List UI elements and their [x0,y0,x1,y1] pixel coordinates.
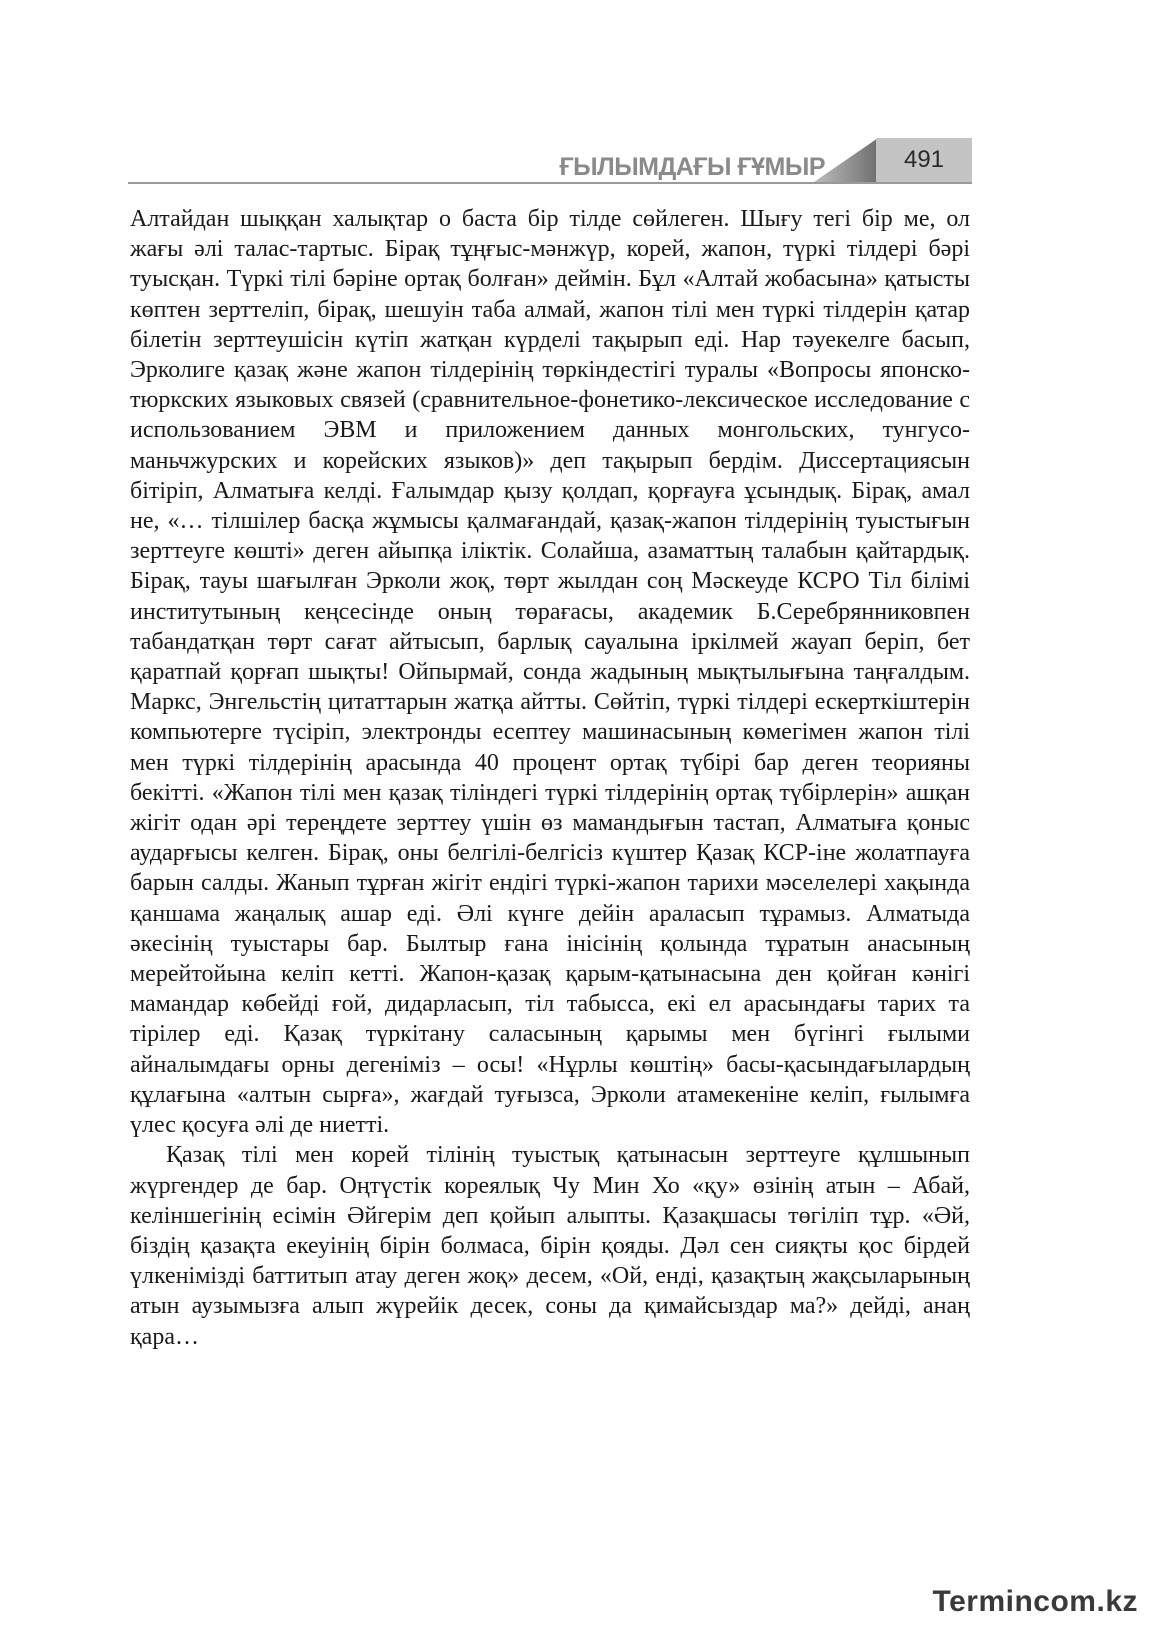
paragraph-2: Қазақ тілі мен корей тілінің туыстық қатынасын зерттеуге құлшынып жүргендер де бар. Оңтүстік кореялық Чу Мин Хо «қу» өзінің атын – Абай, келіншегінің есімін Әйгерім деп қойып алыпты. Қазақшасы төгіліп тұр. «Әй, біздің қазақта екеуінің бірін болмаса, бірін қояды. Дәл сен сияқты қос бірдей үлкенімізді баттитып атау деген жоқ» десем, «Ой, енді, қазақтың жақсыларының атын аузымызға алып жүрейік десек, соны да қимайсыздар ма?» дейді, анаң қара… [130,1142,970,1350]
running-header [128,138,972,186]
body-text [130,204,970,1352]
page-number: 491 [903,146,945,173]
header-divider [128,182,972,184]
header-wedge-decoration [814,138,878,182]
section-title: ҒЫЛЫМДАҒЫ ҒҰМЫР [559,153,825,181]
watermark-logo: Termincom.kz [932,1585,1138,1618]
paragraph-1: Алтайдан шыққан халықтар о баста бір тілде сөйлеген. Шығу тегі бір ме, ол жағы әлі талас-тартыс. Бірақ тұңғыс-мәнжүр, корей, жапон, түркі тілдері бәрі туысқан. Түркі тілі бәріне ортақ болған» деймін. Бұл «Алтай жобасына» қатысты көптен зерттеліп, бірақ, шешуін таба алмай, жапон тілі мен түркі тілдерін қатар білетін зерттеушісін күтіп жатқан күрделі тақырып еді. Нар тәуекелге басып, Эрколиге қазақ және жапон тілдерінің төркіндестігі туралы «Вопросы японско-тюркских языковых связей (сравнительное-фонетико-лексическое исследование с использованием ЭВМ и приложением данных монгольских, тунгусо-маньчжурских и корейских языков)» деп тақырып бердім. Диссертациясын бітіріп, Алматыға келді. Ғалымдар қызу қолдап, қорғауға ұсындық. Бірақ, амал не, «… тілшілер басқа жұмысы қалмағандай, қазақ-жапон тілдерінің туыстығын зерттеуге көшті» деген айыпқа іліктік. Солайша, азаматтың талабын қайтардық. Бірақ, тауы шағылған Эрколи жоқ, төрт жылдан соң Мәскеуде КСРО Тіл білімі институтының кеңсесінде оның төрағасы, академик Б.Серебрянниковпен табандатқан төрт сағат айтысып, барлық сауалына іркілмей жауап беріп, бет қаратпай қорғап шықты! Ойпырмай, сонда жадының мықтылығына таңғалдым. Маркс, Энгельстің цитаттарын жатқа айтты. Сөйтіп, түркі тілдері ескерткіштерін компьютерге түсіріп, электронды есептеу машинасының көмегімен жапон тілі мен түркі тілдерінің арасында 40 процент ортақ түбірі бар деген теорияны бекітті. «Жапон тілі мен қазақ тіліндегі түркі тілдерінің ортақ түбірлерін» ашқан жігіт одан әрі тереңдете зерттеу үшін өз мамандығын тастап, Алматыға қоныс аударғысы келген. Бірақ, оны белгілі-белгісіз күштер Қазақ КСР-іне жолатпауға барын салды. Жанып тұрған жігіт ендігі түркі-жапон тарихи мәселелері хақында қаншама жаңалық ашар еді. Әлі күнге дейін араласып тұрамыз. Алматыда әкесінің туыстары бар. Былтыр ғана інісінің қолында тұратын анасының мерейтойына келіп кетті. Жапон-қазақ қарым-қатынасына ден қойған кәнігі мамандар көбейді ғой, дидарласып, тіл табысса, екі ел арасындағы тарих та тірілер еді. Қазақ түркітану саласының қарымы мен бүгінгі ғылыми айналымдағы орны дегеніміз – осы! «Нұрлы көштің» басы-қасындағылардың құлағына «алтын сырға», жағдай туғызса, Эрколи атамекеніне келіп, ғылымға үлес қосуға әлі де ниетті. [130,206,970,1139]
